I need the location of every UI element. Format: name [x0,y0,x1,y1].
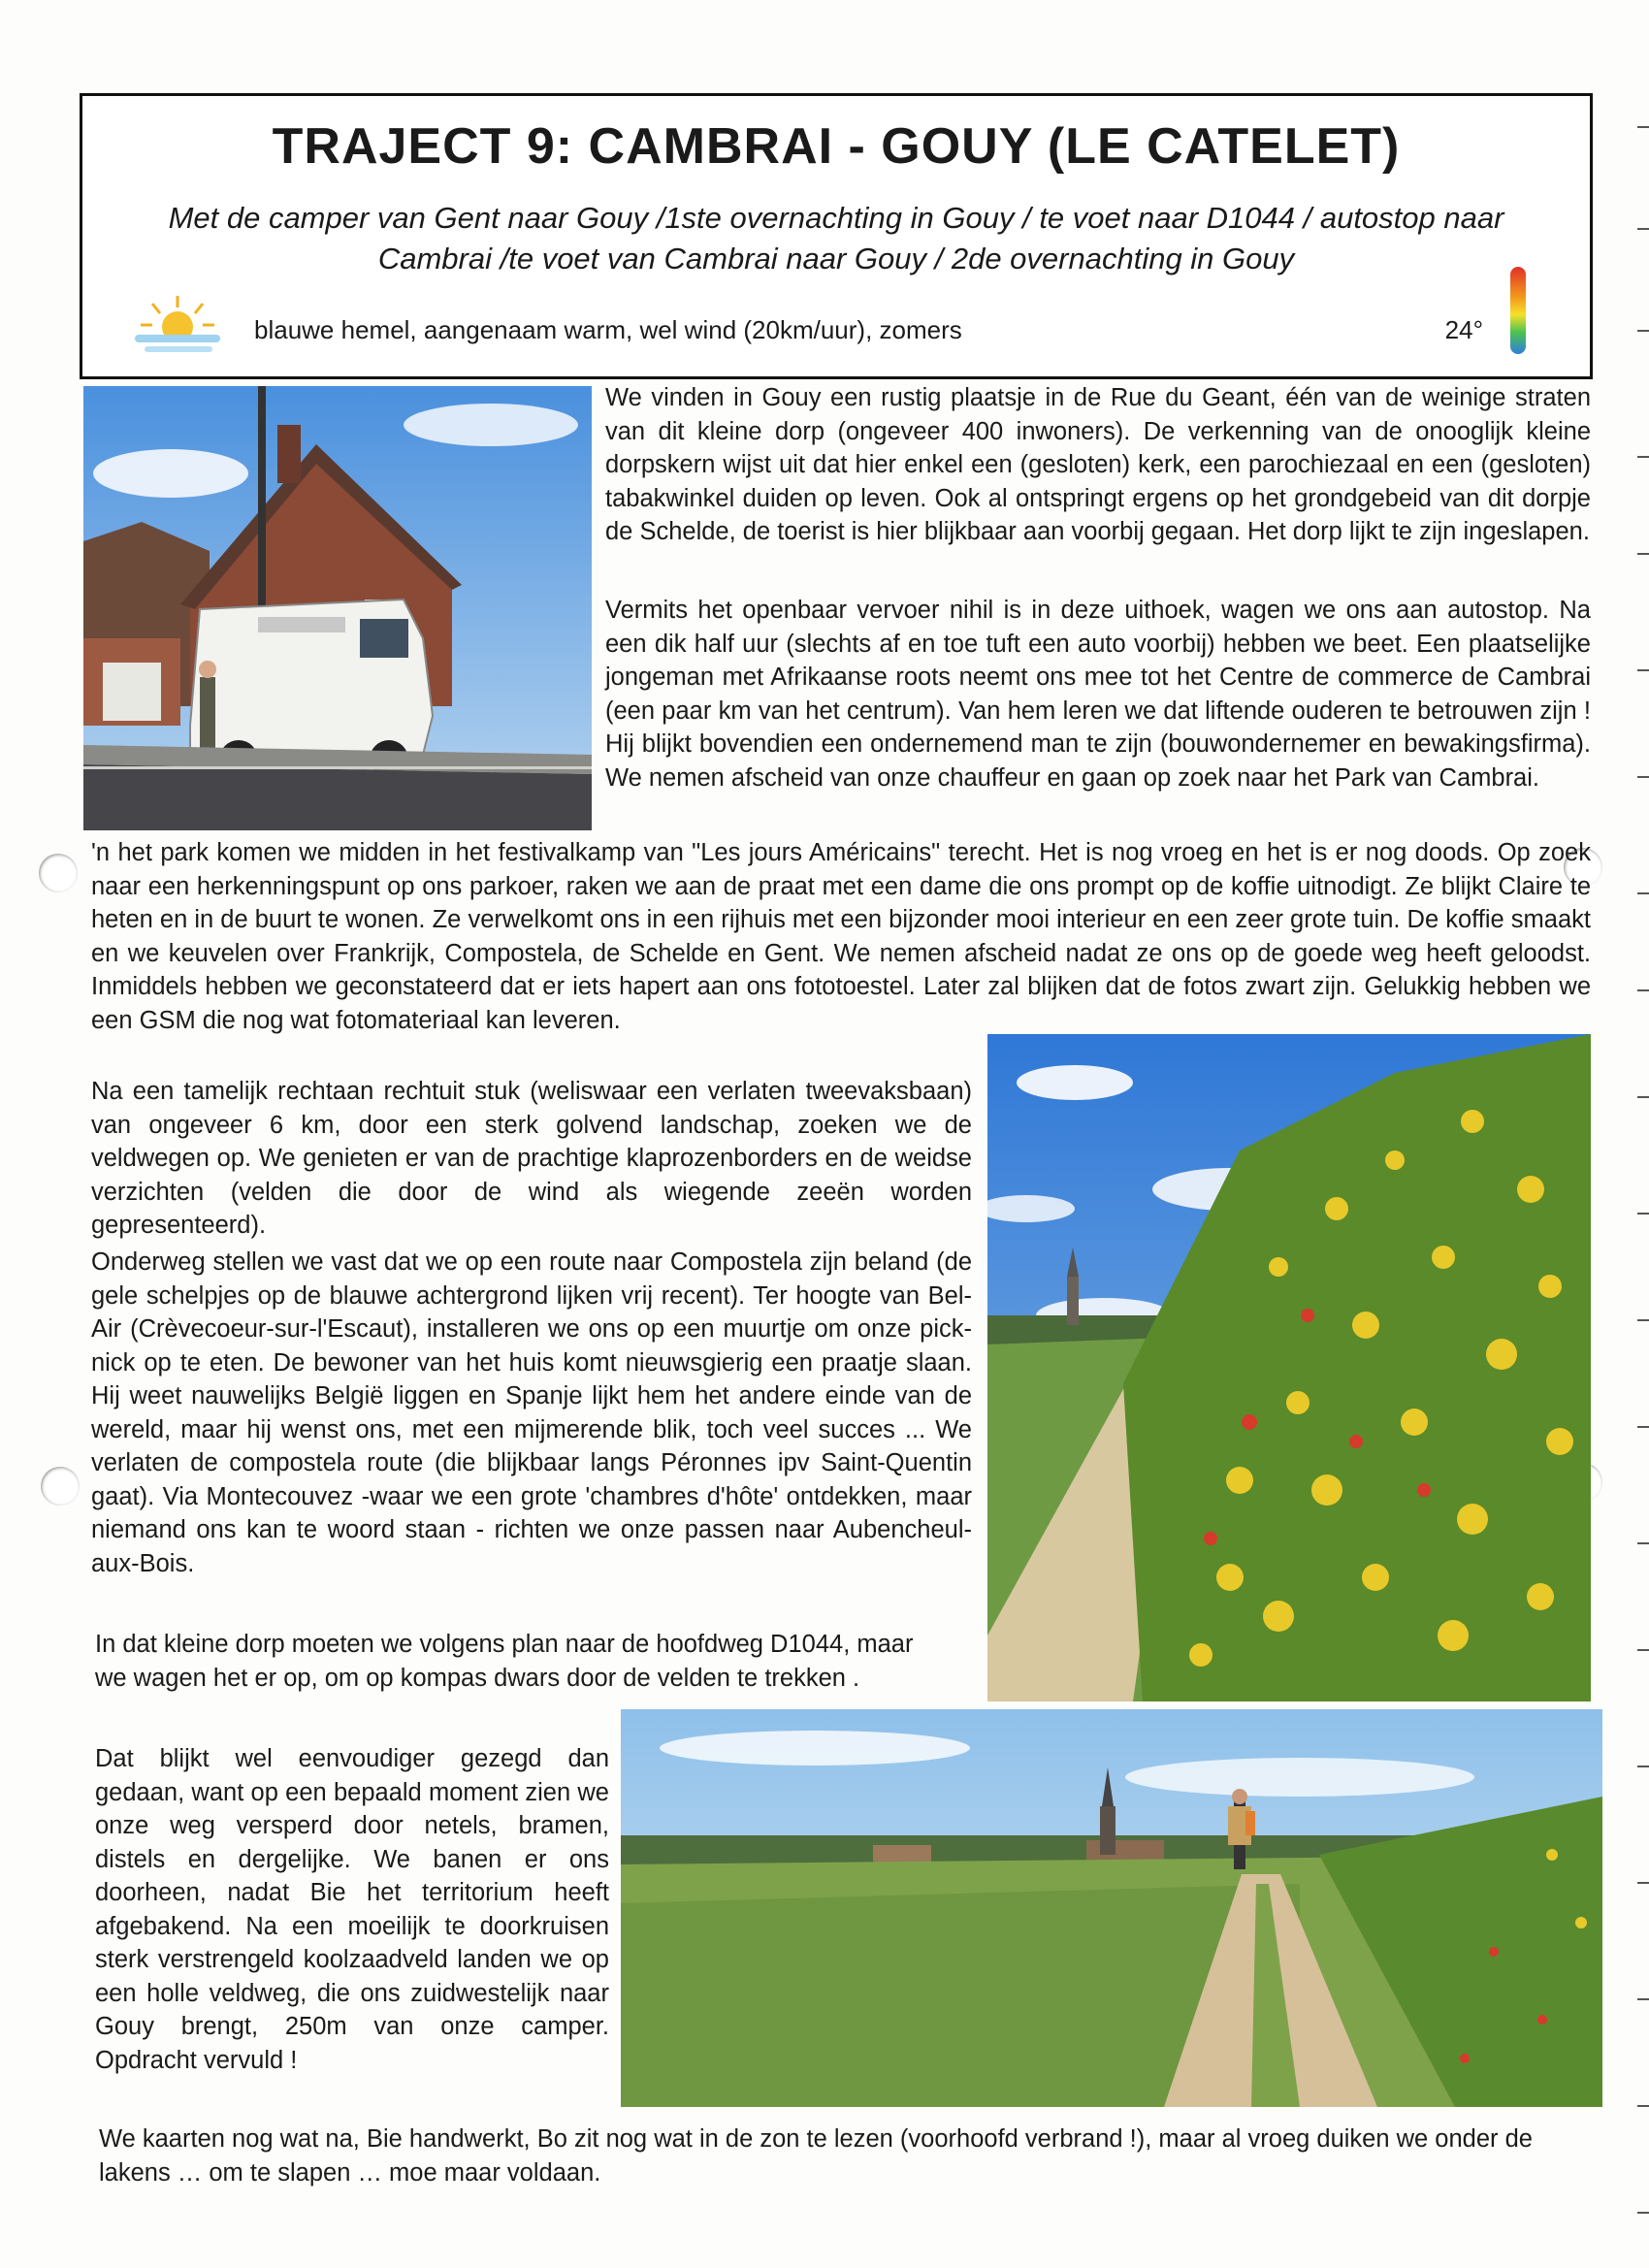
header-box [80,93,1593,379]
subtitle-line-2: Cambrai /te voet van Cambrai naar Gouy / 2de overnachting in Gouy [377,242,1295,275]
sun-cloud-icon [129,294,226,362]
route-subtitle [112,198,1561,279]
paragraph-kompas: In dat kleine dorp moeten we volgens plan naar de hoofdweg D1044, maar we wagen het er op, om op kompas dwars door de velden te trekken . [95,1631,914,1692]
temperature-value: 24° [1444,315,1483,344]
paragraph-veldwegen: Na een tamelijk rechtaan rechtuit stuk (weliswaar een verlaten tweevaksbaan) van ongeveer 6 km, door een sterk golvend landschap, zoeken we de veldwegen op. We genieten er van de prachtige klaprozenborders en de weidse verzichten (velden die door de wind als wiegende zeeën worden gepresenteerd). [91,1078,972,1239]
paragraph-autostop: Vermits het openbaar vervoer nihil is in deze uithoek, wagen we ons aan autostop. Na een dik half uur (slechts af en toe tuft een auto voorbij) hebben we beet. Een plaatselijke jongeman met Afrikaanse roots neemt ons mee tot het Centre de commerce de Cambrai (een paar km van het centrum). Van hem leren we dat liftende ouderen te betrouwen zijn ! Hij blijkt bovendien een ondernemend man te zijn (bouwondernemer en bewakingsfirma). We nemen afscheid van onze chauffeur en gaan op zoek naar het Park van Cambrai. [605,597,1591,792]
paragraph-avond: We kaarten nog wat na, Bie handwerkt, Bo zit nog wat in de zon te lezen (voorhoofd verbrand !), maar al vroeg duiken we onder de lakens … om te slapen … moe maar voldaan. [99,2125,1533,2187]
punch-hole-left-bottom [41,1467,80,1506]
paragraph-koolzaadveld: Dat blijkt wel eenvoudiger gezegd dan gedaan, want op een bepaald moment zien we onze weg versperd door netels, bramen, distels en dergelijke. We banen er ons doorheen, nadat Bie het territorium heeft afgebakend. Na een moeilijk te doorkruisen sterk verstrengeld koolzaadveld landen we op een holle veldweg, die ons zuidwestelijk naar Gouy brengt, 250m van onze camper. Opdracht vervuld ! [95,1745,609,2074]
punch-hole-left-top [39,854,78,892]
subtitle-line-1: Met de camper van Gent naar Gouy /1ste overnachting in Gouy / te voet naar D1044 / autostop naar [168,201,1504,235]
paragraph-compostela-route: Onderweg stellen we vast dat we op een route naar Compostela zijn beland (de gele schelpjes op de blauwe achtergrond lijken vrij recent). Ter hoogte van Bel-Air (Crèvecoeur-sur-l'Escaut), installeren we ons op een muurtje om onze pick-nick op te eten. De bewoner van het huis komt nieuwsgierig een praatje slaan. Hij weet nauwelijks België liggen en Spanje lijkt hem het andere einde van de wereld, maar hij wenst ons, met een mijmerende blik, toch veel succes ... We verlaten de compostela route (die blijkbaar langs Péronnes ipv Saint-Quentin gaat). Via Montecouvez -waar we een grote 'chambres d'hôte' ontdekken, maar niemand ons kan te woord staan - richten we onze passen naar Aubencheul-aux-Bois. [91,1248,972,1577]
photo-rapeseed-path [987,1034,1591,1701]
paragraph-arrival-gouy: We vinden in Gouy een rustig plaatsje in de Rue du Geant, één van de weinige straten van dit kleine dorp (ongeveer 400 inwoners). De verkenning van de onooglijk kleine dorpskern wijst uit dat hier enkel een (gesloten) kerk, een parochiezaal en een (gesloten) tabakwinkel duiden op leven. Ook al ontspringt ergens op het grondgebeid van dit dorpje de Schelde, de toerist is hier blijkbaar aan voorbij gegaan. Het dorp lijkt te zijn ingeslapen. [605,384,1591,545]
thermometer-icon [1510,267,1526,354]
weather-description: blauwe hemel, aangenaam warm, wel wind (20km/uur), zomers [254,315,962,344]
paragraph-park-cambrai: 'n het park komen we midden in het festivalkamp van "Les jours Américains" terecht. Het is nog vroeg en het is er nog doods. Op zoek naar een herkenningspunt op ons parkoer, raken we aan de praat met een dame die ons prompt op de koffie uitnodigt. Ze blijkt Claire te heten en in de buurt te wonen. Ze verwelkomt ons in een rijhuis met een bijzonder mooi interieur en een zeer grote tuin. De koffie smaakt en we keuvelen over Frankrijk, Compostela, de Schelde en Gent. We nemen afscheid nadat ze ons op de goede weg heeft geloodst. Inmiddels hebben we geconstateerd dat er iets hapert aan ons fototoestel. Later zal blijken dat de fotos zwart zijn. Gelukkig hebben we een GSM die nog wat fotomateriaal kan leveren. [91,839,1591,1034]
page-title: TRAJECT 9: CAMBRAI - GOUY (LE CATELET) [272,118,1401,175]
photo-camper-village [83,386,592,830]
photo-field-path-hiker [621,1709,1602,2107]
